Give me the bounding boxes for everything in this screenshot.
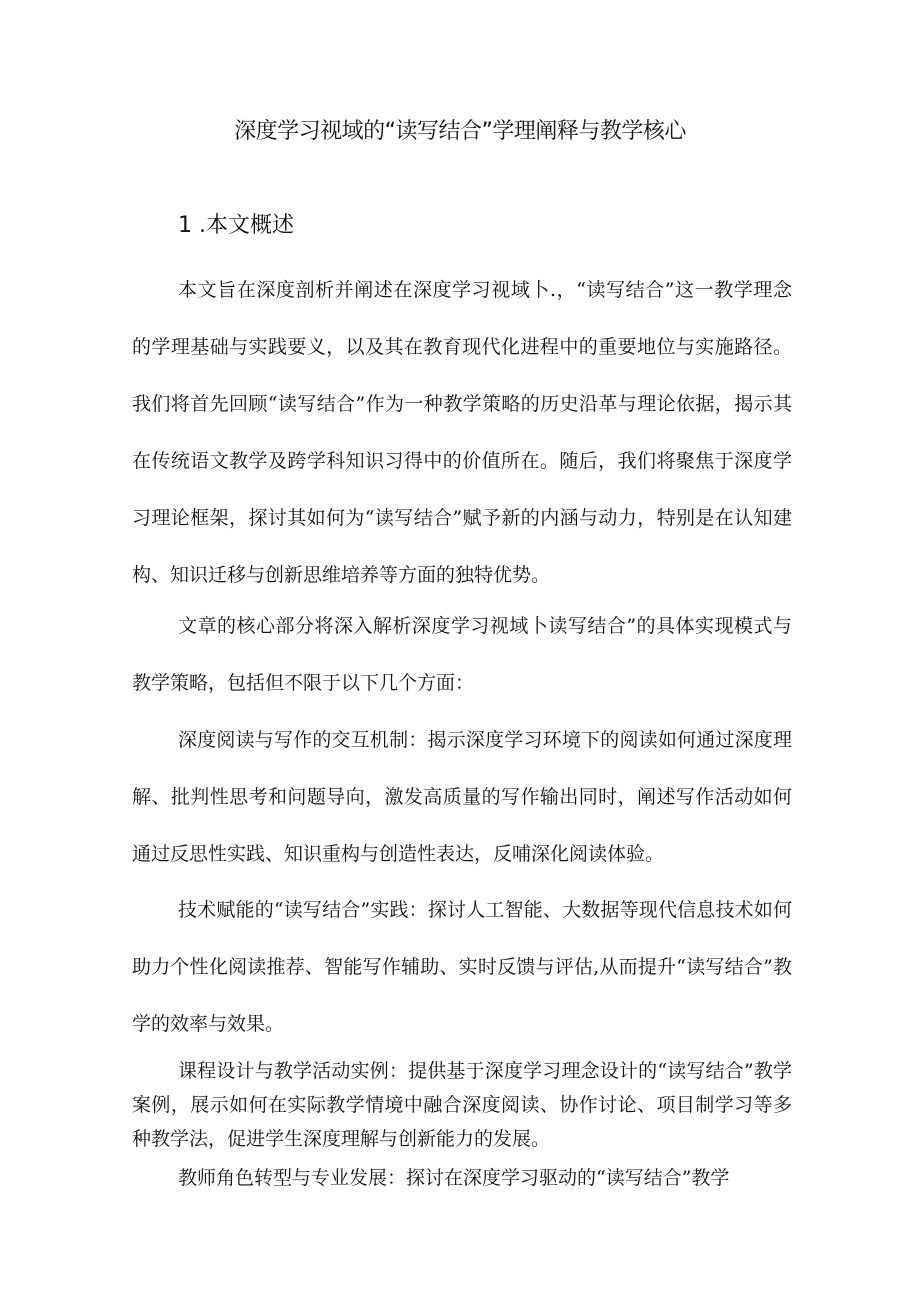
paragraph-technology-empowerment: 技术赋能的“读写结合”实践：探讨人工智能、大数据等现代信息技术如何助力个性化阅读推荐、智能写作辅助、实时反馈与评估,从而提升“读写结合”教学的效率与效果。	[132, 899, 792, 1035]
paragraph-core-intro: 文章的核心部分将深入解析深度学习视域卜读写结合”的具体实现模式与教学策略，包括但不限于以下几个方面：	[132, 615, 792, 694]
document-title: 深度学习视域的“读写结合”学理阐释与教学核心	[234, 119, 686, 144]
section-heading: 1 .本文概述	[178, 213, 294, 238]
paragraph-teacher-role: 教师角色转型与专业发展：探讨在深度学习驱动的“读写结合”教学	[178, 1167, 730, 1189]
paragraph-overview: 本文旨在深度剖析并阐述在深度学习视域卜.，“读写结合”这一教学理念的学理基础与实践要义，以及其在教育现代化进程中的重要地位与实施路径。我们将首先回顾“读写结合”作为一种教学策略的历史沿革与理论依据，揭示其在传统语文教学及跨学科知识习得中的价值所在。随后，我们将聚焦于深度学习理论框架，探讨其如何为“读写结合”赋予新的内涵与动力，特别是在认知建构、知识迁移与创新思维培养等方面的独特优势。	[132, 279, 792, 586]
paragraph-reading-writing-interaction: 深度阅读与写作的交互机制：揭示深度学习环境下的阅读如何通过深度理解、批判性思考和问题导向，激发高质量的写作输出同时，阐述写作活动如何通过反思性实践、知识重构与创造性表达，反哺深化阅读体验。	[132, 729, 792, 865]
paragraph-curriculum-design: 课程设计与教学活动实例：提供基于深度学习理念设计的“读写结合”教学案例，展示如何在实际教学情境中融合深度阅读、协作讨论、项目制学习等多种教学法，促进学生深度理解与创新能力的发展。	[132, 1060, 792, 1150]
